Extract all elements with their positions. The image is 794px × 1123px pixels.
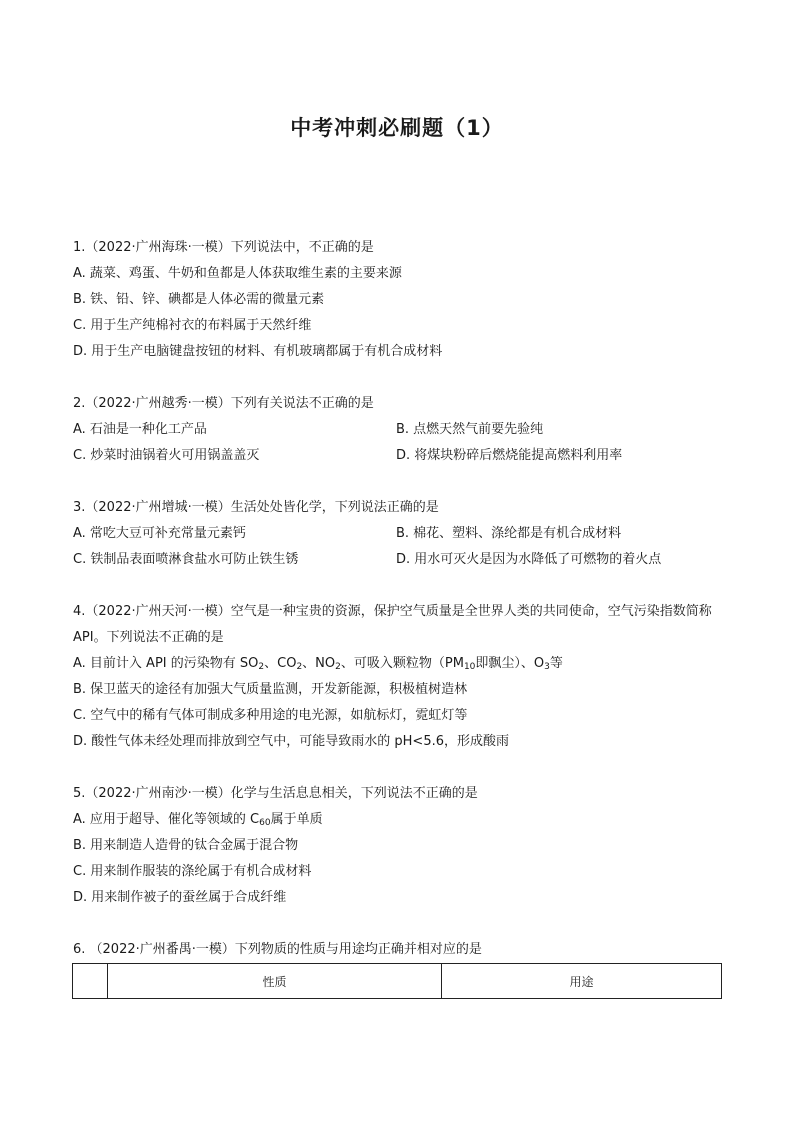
option-c: C. 空气中的稀有气体可制成多种用途的电光源，如航标灯，霓虹灯等 [73,708,468,723]
question-stem: 2.（2022·广州越秀·一模）下列有关说法不正确的是 [73,396,374,411]
question-stem: 6. （2022·广州番禺·一模）下列物质的性质与用途均正确并相对应的是 [73,942,482,957]
option-row [73,443,733,469]
option-a-text: 等 [549,656,563,671]
question-4 [73,599,733,755]
option-d: D. 用来制作被子的蚕丝属于合成纤维 [73,890,287,905]
option-a [73,807,733,833]
subscript: 2 [296,662,303,672]
question-3 [73,495,733,573]
table-header-cell: 用途 [442,964,722,999]
option-d: D. 将煤块粉碎后燃烧能提高燃料利用率 [396,448,623,463]
subscript: 60 [259,818,271,828]
option-c: C. 铁制品表面喷淋食盐水可防止铁生锈 [73,552,299,567]
option-b: B. 铁、铅、锌、碘都是人体必需的微量元素 [73,292,325,307]
option-a-text: A. 应用于超导、催化等领域的 C [73,812,260,827]
table-header-cell: 性质 [108,964,442,999]
option-a: A. 常吃大豆可补充常量元素钙 [73,526,246,541]
question-6 [73,937,733,963]
option-b: B. 点燃天然气前要先验纯 [396,422,544,437]
question-stem: 3.（2022·广州增城·一模）生活处处皆化学，下列说法正确的是 [73,500,439,515]
option-a-text: 、可吸入颗粒物（PM [340,656,464,671]
option-a-text: 即飘尘）、O [475,656,545,671]
question-stem: 5.（2022·广州南沙·一模）化学与生活息息相关，下列说法不正确的是 [73,786,478,801]
option-d: D. 用水可灭火是因为水降低了可燃物的着火点 [396,552,662,567]
page-title: 中考冲刺必刷题（1） [290,116,504,140]
question-6-table [72,963,722,999]
option-b: B. 棉花、塑料、涤纶都是有机合成材料 [396,526,622,541]
question-stem: 4.（2022·广州天河·一模）空气是一种宝贵的资源，保护空气质量是全世界人类的共同使命，空气污染指数简称 API。下列说法不正确的是 [73,604,712,645]
subscript: 2 [258,662,265,672]
question-1 [73,235,733,365]
table-header-row [73,964,722,999]
option-a: A. 石油是一种化工产品 [73,422,207,437]
question-5 [73,781,733,911]
option-b: B. 保卫蓝天的途径有加强大气质量监测，开发新能源，积极植树造林 [73,682,468,697]
subscript: 10 [463,662,476,672]
option-a-text: 、NO [302,656,336,671]
option-c: C. 炒菜时油锅着火可用锅盖盖灭 [73,448,260,463]
question-2 [73,391,733,469]
option-a [73,651,733,677]
option-c: C. 用来制作服装的涤纶属于有机合成材料 [73,864,312,879]
option-a: A. 蔬菜、鸡蛋、牛奶和鱼都是人体获取维生素的主要来源 [73,266,402,281]
option-row [73,547,733,573]
option-b: B. 用来制造人造骨的钛合金属于混合物 [73,838,299,853]
table-header-cell [73,964,108,999]
option-d: D. 酸性气体未经处理而排放到空气中，可能导致雨水的 pH<5.6，形成酸雨 [73,734,510,749]
option-a-text: 属于单质 [270,812,323,827]
subscript: 2 [335,662,341,672]
option-row [73,521,733,547]
option-d: D. 用于生产电脑键盘按钮的材料、有机玻璃都属于有机合成材料 [73,344,443,359]
subscript: 3 [544,662,550,672]
question-stem: 1.（2022·广州海珠·一模）下列说法中，不正确的是 [73,240,374,255]
option-row [73,417,733,443]
option-a-text: A. 目前计入 API 的污染物有 SO [73,656,259,671]
option-a-text: 、CO [264,656,297,671]
option-c: C. 用于生产纯棉衬衣的布料属于天然纤维 [73,318,312,333]
